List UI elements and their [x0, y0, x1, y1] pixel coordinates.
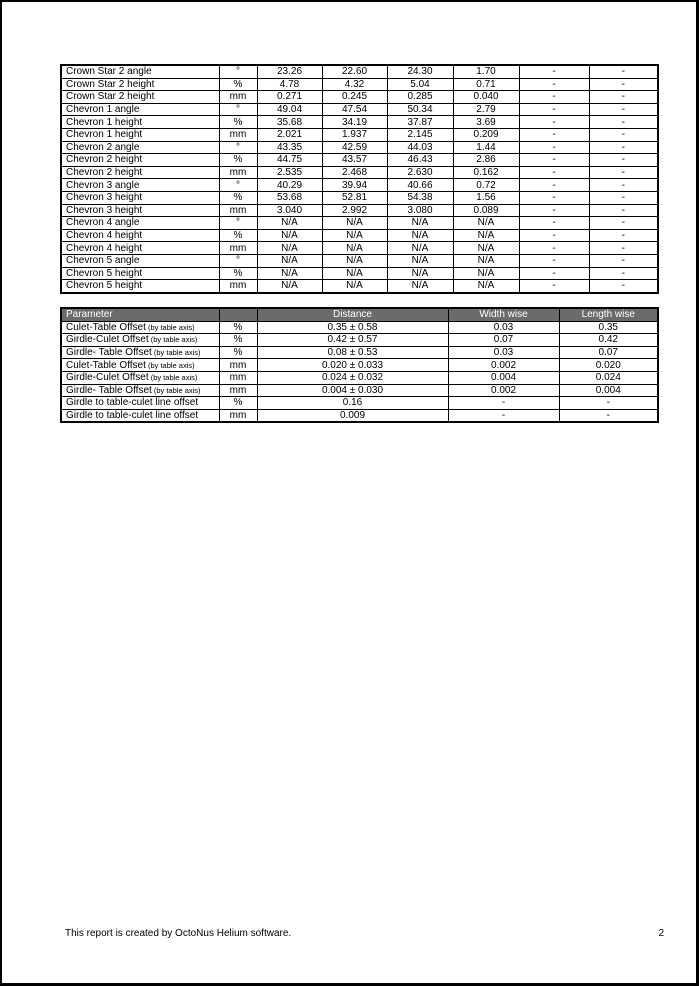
value-cell: 4.78 [257, 78, 322, 91]
parameter-name-cell: Chevron 3 height [61, 204, 219, 217]
value-cell: 0.020 [559, 359, 658, 372]
value-cell: 0.16 [257, 397, 448, 410]
value-cell: N/A [322, 280, 387, 293]
facet-table-row [61, 91, 658, 104]
value-cell: 42.59 [322, 141, 387, 154]
parameter-name-cell: Chevron 5 height [61, 267, 219, 280]
unit-cell: % [219, 321, 257, 334]
value-cell: 0.004 ± 0.030 [257, 384, 448, 397]
unit-cell: mm [219, 91, 257, 104]
unit-cell: mm [219, 204, 257, 217]
offset-header-parameter: Parameter [61, 308, 219, 321]
value-cell: 0.162 [453, 166, 519, 179]
value-cell: 1.56 [453, 191, 519, 204]
crown-chevron-table [60, 64, 659, 294]
facet-table-row [61, 280, 658, 293]
value-cell: 0.245 [322, 91, 387, 104]
value-cell: 49.04 [257, 103, 322, 116]
value-cell: - [519, 242, 589, 255]
value-cell: - [559, 397, 658, 410]
value-cell: - [589, 280, 658, 293]
parameter-name-cell: Chevron 2 height [61, 154, 219, 167]
value-cell: - [519, 91, 589, 104]
value-cell: 2.79 [453, 103, 519, 116]
offset-header-width-wise: Width wise [448, 308, 559, 321]
unit-cell: % [219, 229, 257, 242]
unit-cell: % [219, 346, 257, 359]
value-cell: 0.07 [559, 346, 658, 359]
value-cell: 47.54 [322, 103, 387, 116]
value-cell: N/A [322, 254, 387, 267]
value-cell: N/A [322, 229, 387, 242]
parameter-name-cell: Chevron 5 height [61, 280, 219, 293]
unit-cell: ° [219, 141, 257, 154]
value-cell: 2.992 [322, 204, 387, 217]
value-cell: - [519, 191, 589, 204]
value-cell: - [589, 242, 658, 255]
facet-table-row [61, 154, 658, 167]
value-cell: N/A [387, 229, 453, 242]
value-cell: - [589, 91, 658, 104]
value-cell: - [589, 103, 658, 116]
value-cell: 34.19 [322, 116, 387, 129]
value-cell: 52.81 [322, 191, 387, 204]
parameter-name-cell: Chevron 4 angle [61, 217, 219, 230]
value-cell: 1.70 [453, 65, 519, 78]
value-cell: 44.75 [257, 154, 322, 167]
value-cell: N/A [453, 267, 519, 280]
facet-table-row [61, 191, 658, 204]
unit-cell: % [219, 78, 257, 91]
offset-table-row [61, 409, 658, 422]
value-cell: 22.60 [322, 65, 387, 78]
parameter-name-cell: Chevron 1 height [61, 128, 219, 141]
value-cell: 0.271 [257, 91, 322, 104]
value-cell: 0.42 ± 0.57 [257, 334, 448, 347]
value-cell: N/A [387, 254, 453, 267]
unit-cell: % [219, 334, 257, 347]
parameter-name-cell: Chevron 3 angle [61, 179, 219, 192]
parameter-name-cell: Chevron 1 height [61, 116, 219, 129]
value-cell: - [589, 154, 658, 167]
value-cell: - [589, 229, 658, 242]
value-cell: 1.937 [322, 128, 387, 141]
value-cell: N/A [257, 217, 322, 230]
value-cell: 0.72 [453, 179, 519, 192]
value-cell: 23.26 [257, 65, 322, 78]
value-cell: 0.024 ± 0.032 [257, 371, 448, 384]
value-cell: 0.089 [453, 204, 519, 217]
value-cell: 40.29 [257, 179, 322, 192]
unit-cell: mm [219, 359, 257, 372]
value-cell: - [519, 179, 589, 192]
value-cell: - [519, 267, 589, 280]
unit-cell: mm [219, 280, 257, 293]
value-cell: 0.71 [453, 78, 519, 91]
value-cell: - [519, 254, 589, 267]
value-cell: - [519, 229, 589, 242]
value-cell: 39.94 [322, 179, 387, 192]
unit-cell: % [219, 154, 257, 167]
value-cell: N/A [257, 242, 322, 255]
value-cell: - [519, 154, 589, 167]
value-cell: - [448, 397, 559, 410]
value-cell: 0.42 [559, 334, 658, 347]
value-cell: 35.68 [257, 116, 322, 129]
value-cell: - [519, 217, 589, 230]
parameter-name-cell: Chevron 2 height [61, 166, 219, 179]
value-cell: - [519, 116, 589, 129]
value-cell: N/A [257, 229, 322, 242]
facet-table-row [61, 116, 658, 129]
value-cell: 0.03 [448, 346, 559, 359]
value-cell: 54.38 [387, 191, 453, 204]
value-cell: N/A [387, 280, 453, 293]
value-cell: N/A [322, 242, 387, 255]
parameter-name-cell: Girdle-Culet Offset (by table axis) [61, 334, 219, 347]
facet-table-row [61, 103, 658, 116]
offset-table [60, 307, 659, 423]
parameter-name-cell: Crown Star 2 height [61, 78, 219, 91]
offset-header-distance: Distance [257, 308, 448, 321]
value-cell: 0.209 [453, 128, 519, 141]
facet-table-row [61, 254, 658, 267]
facet-table-row [61, 128, 658, 141]
value-cell: - [519, 280, 589, 293]
value-cell: 0.004 [559, 384, 658, 397]
unit-cell: mm [219, 371, 257, 384]
value-cell: 0.07 [448, 334, 559, 347]
value-cell: - [519, 65, 589, 78]
value-cell: - [589, 116, 658, 129]
offset-table-row [61, 371, 658, 384]
parameter-name-cell: Chevron 4 height [61, 229, 219, 242]
value-cell: 53.68 [257, 191, 322, 204]
value-cell: 43.35 [257, 141, 322, 154]
value-cell: N/A [387, 217, 453, 230]
value-cell: - [589, 166, 658, 179]
parameter-name-suffix: (by table axis) [148, 335, 198, 345]
unit-cell: % [219, 116, 257, 129]
unit-cell: ° [219, 103, 257, 116]
offset-table-row [61, 384, 658, 397]
footer-note: This report is created by OctoNus Helium software. [65, 928, 292, 939]
value-cell: - [519, 78, 589, 91]
value-cell: - [589, 254, 658, 267]
value-cell: - [589, 267, 658, 280]
offset-table-row [61, 359, 658, 372]
parameter-name-suffix: (by table axis) [145, 360, 195, 370]
value-cell: N/A [453, 280, 519, 293]
unit-cell: mm [219, 128, 257, 141]
parameter-name-cell: Crown Star 2 angle [61, 65, 219, 78]
offset-table-header-row [61, 308, 658, 321]
value-cell: - [519, 166, 589, 179]
parameter-name-cell: Girdle-Culet Offset (by table axis) [61, 371, 219, 384]
value-cell: 0.285 [387, 91, 453, 104]
value-cell: 40.66 [387, 179, 453, 192]
unit-cell: mm [219, 384, 257, 397]
value-cell: - [559, 409, 658, 422]
unit-cell: ° [219, 217, 257, 230]
unit-cell: ° [219, 254, 257, 267]
parameter-name-cell: Chevron 3 height [61, 191, 219, 204]
value-cell: 3.040 [257, 204, 322, 217]
value-cell: N/A [322, 217, 387, 230]
facet-table-row [61, 229, 658, 242]
value-cell: 4.32 [322, 78, 387, 91]
value-cell: 46.43 [387, 154, 453, 167]
parameter-name-suffix: (by table axis) [151, 385, 201, 395]
parameter-name-cell: Culet-Table Offset (by table axis) [61, 321, 219, 334]
value-cell: N/A [453, 242, 519, 255]
value-cell: 37.87 [387, 116, 453, 129]
facet-table-row [61, 204, 658, 217]
value-cell: 3.080 [387, 204, 453, 217]
offset-header-length-wise: Length wise [559, 308, 658, 321]
parameter-name-suffix: (by table axis) [148, 373, 198, 383]
value-cell: - [519, 103, 589, 116]
unit-cell: % [219, 397, 257, 410]
value-cell: 0.35 [559, 321, 658, 334]
parameter-name-suffix: (by table axis) [151, 348, 201, 358]
value-cell: N/A [257, 280, 322, 293]
parameter-name-cell: Culet-Table Offset (by table axis) [61, 359, 219, 372]
value-cell: 24.30 [387, 65, 453, 78]
value-cell: - [589, 128, 658, 141]
value-cell: 3.69 [453, 116, 519, 129]
facet-table-row [61, 179, 658, 192]
parameter-name-cell: Girdle- Table Offset (by table axis) [61, 346, 219, 359]
offset-table-row [61, 346, 658, 359]
offset-table-row [61, 321, 658, 334]
value-cell: - [589, 179, 658, 192]
value-cell: 0.040 [453, 91, 519, 104]
value-cell: N/A [257, 254, 322, 267]
value-cell: N/A [387, 242, 453, 255]
unit-cell: mm [219, 166, 257, 179]
value-cell: 0.009 [257, 409, 448, 422]
parameter-name-cell: Chevron 1 angle [61, 103, 219, 116]
parameter-name-cell: Girdle to table-culet line offset [61, 397, 219, 410]
unit-cell: % [219, 267, 257, 280]
value-cell: N/A [257, 267, 322, 280]
value-cell: 2.630 [387, 166, 453, 179]
value-cell: - [589, 65, 658, 78]
offset-table-row [61, 397, 658, 410]
value-cell: - [589, 204, 658, 217]
unit-cell: % [219, 191, 257, 204]
parameter-name-cell: Crown Star 2 height [61, 91, 219, 104]
value-cell: - [589, 191, 658, 204]
facet-table-row [61, 78, 658, 91]
value-cell: - [448, 409, 559, 422]
value-cell: 0.002 [448, 359, 559, 372]
value-cell: - [519, 204, 589, 217]
value-cell: 0.020 ± 0.033 [257, 359, 448, 372]
value-cell: 0.35 ± 0.58 [257, 321, 448, 334]
parameter-name-cell: Girdle- Table Offset (by table axis) [61, 384, 219, 397]
parameter-name-cell: Girdle to table-culet line offset [61, 409, 219, 422]
value-cell: N/A [387, 267, 453, 280]
facet-table-row [61, 242, 658, 255]
value-cell: - [589, 78, 658, 91]
value-cell: 0.08 ± 0.53 [257, 346, 448, 359]
value-cell: - [589, 141, 658, 154]
value-cell: 5.04 [387, 78, 453, 91]
offset-header-unit [219, 308, 257, 321]
value-cell: N/A [453, 229, 519, 242]
value-cell: 43.57 [322, 154, 387, 167]
value-cell: N/A [453, 217, 519, 230]
value-cell: 1.44 [453, 141, 519, 154]
offset-table-row [61, 334, 658, 347]
facet-table-row [61, 141, 658, 154]
value-cell: - [519, 141, 589, 154]
unit-cell: ° [219, 65, 257, 78]
facet-table-row [61, 217, 658, 230]
unit-cell: ° [219, 179, 257, 192]
value-cell: 0.03 [448, 321, 559, 334]
parameter-name-suffix: (by table axis) [145, 322, 195, 332]
value-cell: 0.004 [448, 371, 559, 384]
value-cell: 0.024 [559, 371, 658, 384]
value-cell: N/A [453, 254, 519, 267]
facet-table-row [61, 166, 658, 179]
value-cell: - [519, 128, 589, 141]
parameter-name-cell: Chevron 4 height [61, 242, 219, 255]
unit-cell: mm [219, 409, 257, 422]
unit-cell: mm [219, 242, 257, 255]
parameter-name-cell: Chevron 5 angle [61, 254, 219, 267]
value-cell: - [589, 217, 658, 230]
facet-table-row [61, 65, 658, 78]
value-cell: 2.86 [453, 154, 519, 167]
parameter-name-cell: Chevron 2 angle [61, 141, 219, 154]
value-cell: 2.145 [387, 128, 453, 141]
value-cell: 2.468 [322, 166, 387, 179]
value-cell: 44.03 [387, 141, 453, 154]
facet-table-row [61, 267, 658, 280]
value-cell: 2.535 [257, 166, 322, 179]
value-cell: 50.34 [387, 103, 453, 116]
page-number: 2 [658, 928, 664, 939]
value-cell: 0.002 [448, 384, 559, 397]
value-cell: 2.021 [257, 128, 322, 141]
value-cell: N/A [322, 267, 387, 280]
